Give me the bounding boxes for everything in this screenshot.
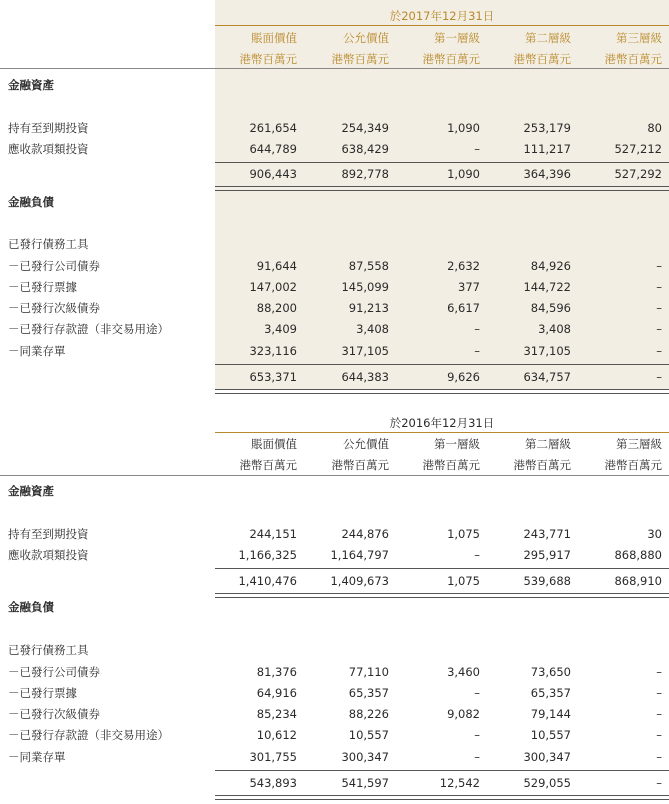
period-heading: 於2016年12月31日	[389, 416, 495, 430]
column-title: 第一層級	[434, 31, 480, 45]
liabilities-subtotal-rule	[215, 770, 669, 771]
liabilities-total-cell: 541,597	[341, 776, 389, 790]
liabilities-total-cell: 9,626	[447, 370, 480, 384]
assets-total-cell: 1,090	[447, 167, 480, 181]
asset-value-cell: 243,771	[523, 527, 571, 541]
liability-value-cell: 301,755	[249, 750, 297, 764]
assets-subtotal-rule	[215, 162, 669, 163]
asset-value-cell: 644,789	[249, 142, 297, 156]
liability-value-cell: 77,110	[348, 665, 389, 679]
liability-row-label: －已發行次級債券	[8, 301, 100, 315]
column-unit: 港幣百萬元	[513, 458, 571, 472]
column-title: 公允價值	[343, 31, 389, 45]
liability-value-cell: 3,409	[264, 322, 297, 336]
asset-row-label: 應收款項類投資	[8, 548, 89, 562]
liability-row-label: －已發行票據	[8, 686, 77, 700]
column-unit: 港幣百萬元	[239, 458, 297, 472]
asset-value-cell: 253,179	[523, 121, 571, 135]
assets-total-cell: 868,910	[614, 574, 662, 588]
column-unit: 港幣百萬元	[604, 52, 662, 66]
liability-value-cell: 300,347	[341, 750, 389, 764]
liability-value-cell: 323,116	[249, 344, 297, 358]
liability-value-cell: 73,650	[530, 665, 571, 679]
liability-value-cell: –	[656, 322, 662, 336]
liability-value-cell: –	[656, 686, 662, 700]
liability-row-label: －已發行存款證（非交易用途）	[8, 322, 169, 336]
liabilities-total-cell: –	[656, 370, 662, 384]
liability-row-label: －已發行票據	[8, 280, 77, 294]
liability-value-cell: 317,105	[523, 344, 571, 358]
asset-value-cell: 244,151	[249, 527, 297, 541]
asset-value-cell: 868,880	[614, 548, 662, 562]
liabilities-subheading: 已發行債務工具	[8, 643, 89, 657]
liability-value-cell: 147,002	[249, 280, 297, 294]
asset-value-cell: 1,164,797	[330, 548, 389, 562]
asset-row-label: 應收款項類投資	[8, 142, 89, 156]
column-title: 賬面價值	[251, 437, 297, 451]
column-unit: 港幣百萬元	[604, 458, 662, 472]
asset-row-label: 持有至到期投資	[8, 121, 89, 135]
liability-value-cell: 300,347	[523, 750, 571, 764]
assets-heading: 金融資產	[8, 78, 54, 92]
liability-value-cell: 3,408	[356, 322, 389, 336]
liability-row-label: －同業存單	[8, 750, 66, 764]
period-underline	[215, 432, 669, 433]
liabilities-subheading: 已發行債務工具	[8, 237, 89, 251]
liability-value-cell: 84,596	[530, 301, 571, 315]
liability-value-cell: –	[474, 322, 480, 336]
liability-value-cell: 2,632	[447, 259, 480, 273]
liability-value-cell: 84,926	[530, 259, 571, 273]
column-title: 公允價值	[343, 437, 389, 451]
asset-value-cell: 295,917	[523, 548, 571, 562]
liability-value-cell: –	[656, 707, 662, 721]
liability-value-cell: –	[656, 344, 662, 358]
liability-value-cell: –	[656, 750, 662, 764]
liability-value-cell: 65,357	[348, 686, 389, 700]
liability-value-cell: –	[656, 280, 662, 294]
liabilities-total-cell: –	[656, 776, 662, 790]
liability-row-label: －同業存單	[8, 344, 66, 358]
liability-value-cell: 10,612	[256, 728, 297, 742]
liability-value-cell: 3,460	[447, 665, 480, 679]
header-rule	[0, 68, 669, 69]
liability-value-cell: 10,557	[348, 728, 389, 742]
liability-value-cell: 144,722	[523, 280, 571, 294]
asset-value-cell: 244,876	[341, 527, 389, 541]
liability-value-cell: –	[474, 750, 480, 764]
period-underline	[215, 25, 669, 26]
asset-value-cell: 1,166,325	[238, 548, 297, 562]
asset-value-cell: –	[474, 548, 480, 562]
liability-value-cell: 64,916	[256, 686, 297, 700]
assets-total-cell: 364,396	[523, 167, 571, 181]
assets-total-cell: 539,688	[523, 574, 571, 588]
column-title: 第二層級	[525, 31, 571, 45]
liability-value-cell: 3,408	[538, 322, 571, 336]
column-unit: 港幣百萬元	[239, 52, 297, 66]
liability-value-cell: 87,558	[348, 259, 389, 273]
asset-row-label: 持有至到期投資	[8, 527, 89, 541]
asset-value-cell: 80	[647, 121, 662, 135]
liability-value-cell: 79,144	[530, 707, 571, 721]
liabilities-subtotal-rule	[215, 364, 669, 365]
column-unit: 港幣百萬元	[422, 52, 480, 66]
assets-total-cell: 1,075	[447, 574, 480, 588]
liability-value-cell: –	[474, 344, 480, 358]
liability-value-cell: 377	[458, 280, 480, 294]
liability-row-label: －已發行公司債券	[8, 665, 100, 679]
assets-subtotal-rule	[215, 568, 669, 569]
liability-row-label: －已發行次級債券	[8, 707, 100, 721]
assets-total-cell: 1,410,476	[238, 574, 297, 588]
liability-value-cell: –	[656, 665, 662, 679]
column-unit: 港幣百萬元	[513, 52, 571, 66]
liabilities-heading: 金融負債	[8, 195, 54, 209]
asset-value-cell: 254,349	[341, 121, 389, 135]
column-title: 第二層級	[525, 437, 571, 451]
liabilities-total-cell: 653,371	[249, 370, 297, 384]
liability-value-cell: 65,357	[530, 686, 571, 700]
assets-total-cell: 1,409,673	[330, 574, 389, 588]
liability-value-cell: –	[656, 259, 662, 273]
liabilities-total-cell: 634,757	[523, 370, 571, 384]
asset-value-cell: 111,217	[523, 142, 571, 156]
liabilities-total-cell: 12,542	[439, 776, 480, 790]
asset-value-cell: 261,654	[249, 121, 297, 135]
column-title: 賬面價值	[251, 31, 297, 45]
liability-value-cell: 91,213	[348, 301, 389, 315]
liabilities-total-cell: 543,893	[249, 776, 297, 790]
header-rule	[0, 475, 669, 476]
asset-value-cell: 638,429	[341, 142, 389, 156]
assets-total-cell: 906,443	[249, 167, 297, 181]
liabilities-heading: 金融負債	[8, 600, 54, 614]
liability-value-cell: –	[656, 301, 662, 315]
liability-value-cell: 6,617	[447, 301, 480, 315]
liability-row-label: －已發行公司債券	[8, 259, 100, 273]
liability-value-cell: 10,557	[530, 728, 571, 742]
assets-total-double-rule	[215, 186, 669, 191]
column-title: 第三層級	[616, 31, 662, 45]
asset-value-cell: –	[474, 142, 480, 156]
assets-total-double-rule	[215, 593, 669, 598]
asset-value-cell: 527,212	[614, 142, 662, 156]
assets-total-cell: 527,292	[614, 167, 662, 181]
liability-value-cell: 81,376	[256, 665, 297, 679]
liability-value-cell: 145,099	[341, 280, 389, 294]
assets-total-cell: 892,778	[341, 167, 389, 181]
liability-value-cell: 91,644	[256, 259, 297, 273]
column-unit: 港幣百萬元	[331, 458, 389, 472]
liability-value-cell: –	[474, 686, 480, 700]
liability-value-cell: 9,082	[447, 707, 480, 721]
column-title: 第一層級	[434, 437, 480, 451]
liability-value-cell: 88,200	[256, 301, 297, 315]
liability-value-cell: 88,226	[348, 707, 389, 721]
column-unit: 港幣百萬元	[331, 52, 389, 66]
column-unit: 港幣百萬元	[422, 458, 480, 472]
liability-value-cell: 317,105	[341, 344, 389, 358]
period-heading: 於2017年12月31日	[389, 9, 495, 23]
asset-value-cell: 1,075	[447, 527, 480, 541]
assets-heading: 金融資產	[8, 484, 54, 498]
asset-value-cell: 30	[647, 527, 662, 541]
asset-value-cell: 1,090	[447, 121, 480, 135]
liabilities-total-double-rule	[215, 795, 669, 800]
liabilities-total-double-rule	[215, 389, 669, 394]
liability-value-cell: –	[474, 728, 480, 742]
liability-value-cell: –	[656, 728, 662, 742]
liabilities-total-cell: 529,055	[523, 776, 571, 790]
liabilities-total-cell: 644,383	[341, 370, 389, 384]
column-title: 第三層級	[616, 437, 662, 451]
liability-row-label: －已發行存款證（非交易用途）	[8, 728, 169, 742]
liability-value-cell: 85,234	[256, 707, 297, 721]
